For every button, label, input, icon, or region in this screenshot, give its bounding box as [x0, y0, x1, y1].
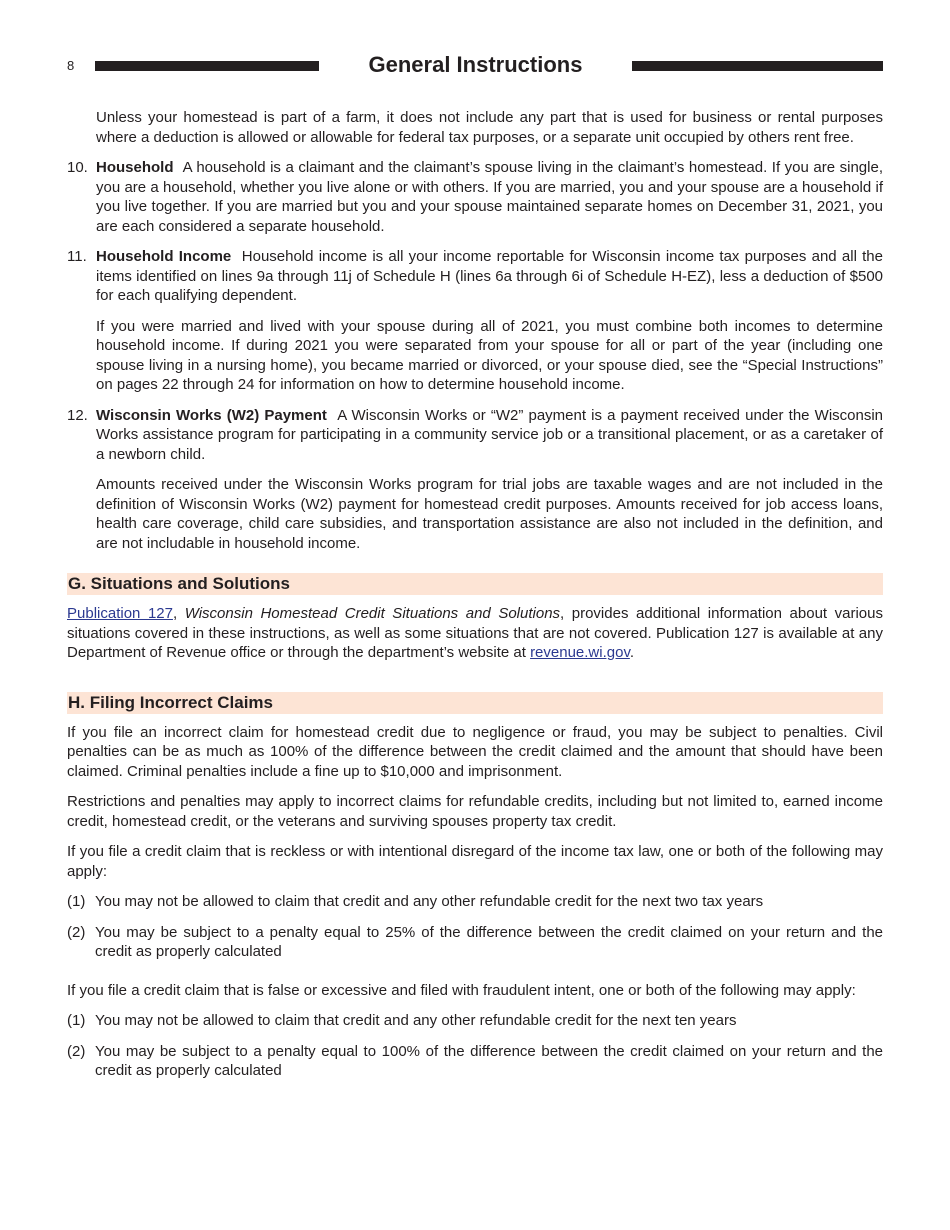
list-item-text: You may not be allowed to claim that credit and any other refundable credit for the next ten years	[95, 1012, 737, 1029]
definition-body	[96, 406, 883, 465]
section-g-text: , provides additional information about various situations covered in these instructions, as well as some situations that are not covered. Publication 127 is available at any Department of Revenue office or through the department’s website at	[67, 605, 883, 661]
list-item-number: (1)	[67, 893, 86, 910]
comma-text: ,	[172, 605, 178, 622]
page-title: General Instructions	[368, 52, 583, 77]
definition-term: Household	[96, 159, 174, 176]
list-item-number: (2)	[67, 1042, 86, 1060]
header-rule-left	[95, 61, 319, 71]
section-g-paragraph	[67, 604, 883, 663]
section-heading-h: H. Filing Incorrect Claims	[67, 692, 883, 714]
list-item	[67, 892, 883, 912]
definition-household-income	[67, 247, 883, 306]
definition-extra-paragraph: If you were married and lived with your spouse during all of 2021, you must combine both incomes to determine household income. If during 2021 you were separated from your spouse for all or part of the year (including one spouse living in a nursing home), you became married or divorced, or your spouse died, see the “Special Instructions” on pages 22 through 24 for information on how to determine household income.	[96, 317, 883, 393]
definition-text: Household income is all your income reportable for Wisconsin income tax purposes and all the items identified on lines 9a through 11j of Schedule H (lines 6a through 6i of Schedule H-EZ), less a deduction of $500 for each qualifying dependent.	[96, 248, 883, 304]
intro-paragraph: Unless your homestead is part of a farm, it does not include any part that is used for business or rental purposes where a deduction is allowed or allowable for federal tax purposes, or a separate unit occupied by others rent free.	[96, 109, 883, 146]
page-content	[67, 108, 883, 1092]
section-h-paragraph-2: Restrictions and penalties may apply to incorrect claims for refundable credits, including but not limited to, earned income credit, homestead credit, or the veterans and surviving spouses property tax credit.	[67, 793, 883, 830]
definition-extra-paragraph: Amounts received under the Wisconsin Works program for trial jobs are taxable wages and are not included in the definition of Wisconsin Works (W2) payment for homestead credit purposes. Amounts received for job access loans, health care coverage, child care subsidies, and transportation assistance are also not included in the definition, and are not includable in household income.	[96, 476, 883, 552]
definition-body	[96, 158, 883, 236]
definition-text: A Wisconsin Works or “W2” payment is a payment received under the Wisconsin Works assistance program for participating in a community service job or a transitional placement, or as a caretaker of a newborn child.	[96, 406, 884, 463]
definition-number: 11.	[67, 248, 87, 265]
definition-text: A household is a claimant and the claimant’s spouse living in the claimant’s homestead. If you are single, you are a household, whether you live alone or with others. If you are married, you and your spouse are a household if you live together. If you are married but you and your spouse maintained separate homes on December 31, 2021, you are each considered a separate household.	[96, 159, 883, 235]
list-item	[67, 923, 883, 962]
section-h-paragraph-4: If you file a credit claim that is false or excessive and filed with fraudulent intent, one or both of the following may apply:	[67, 981, 856, 999]
revenue-website-link[interactable]: revenue.wi.gov	[530, 644, 630, 661]
list-item-text: You may be subject to a penalty equal to 25% of the difference between the credit claimed on your return and the credit as properly calculated	[95, 923, 883, 960]
list-item	[67, 1042, 883, 1081]
header-rule-right	[632, 61, 883, 71]
definition-household	[67, 158, 883, 236]
definition-number: 12.	[67, 406, 88, 424]
section-h-paragraph-3: If you file a credit claim that is reckless or with intentional disregard of the income tax law, one or both of the following may apply:	[67, 843, 883, 880]
publication-title: Wisconsin Homestead Credit Situations and Solutions	[184, 605, 561, 622]
period-text: .	[629, 644, 635, 661]
definition-w2-payment	[67, 406, 883, 465]
definition-body	[96, 247, 883, 306]
list-item	[67, 1011, 883, 1031]
page-header	[0, 52, 950, 78]
publication-127-link[interactable]: Publication 127	[67, 605, 173, 622]
definition-number: 10.	[67, 159, 88, 176]
definition-term: Wisconsin Works (W2) Payment	[96, 406, 327, 424]
page-number: 8	[67, 58, 75, 73]
list-item-number: (2)	[67, 923, 86, 941]
list-item-text: You may be subject to a penalty equal to 100% of the difference between the credit claimed on your return and the credit as properly calculated	[95, 1042, 883, 1079]
section-h-paragraph-1: If you file an incorrect claim for homestead credit due to negligence or fraud, you may be subject to penalties. Civil penalties can be as much as 100% of the difference between the credit claimed and the amount that should have been claimed. Criminal penalties include a fine up to $10,000 and imprisonment.	[67, 723, 883, 780]
list-item-number: (1)	[67, 1012, 86, 1029]
section-heading-g: G. Situations and Solutions	[67, 573, 883, 595]
list-item-text: You may not be allowed to claim that credit and any other refundable credit for the next two tax years	[95, 893, 764, 910]
definition-term: Household Income	[96, 248, 232, 265]
